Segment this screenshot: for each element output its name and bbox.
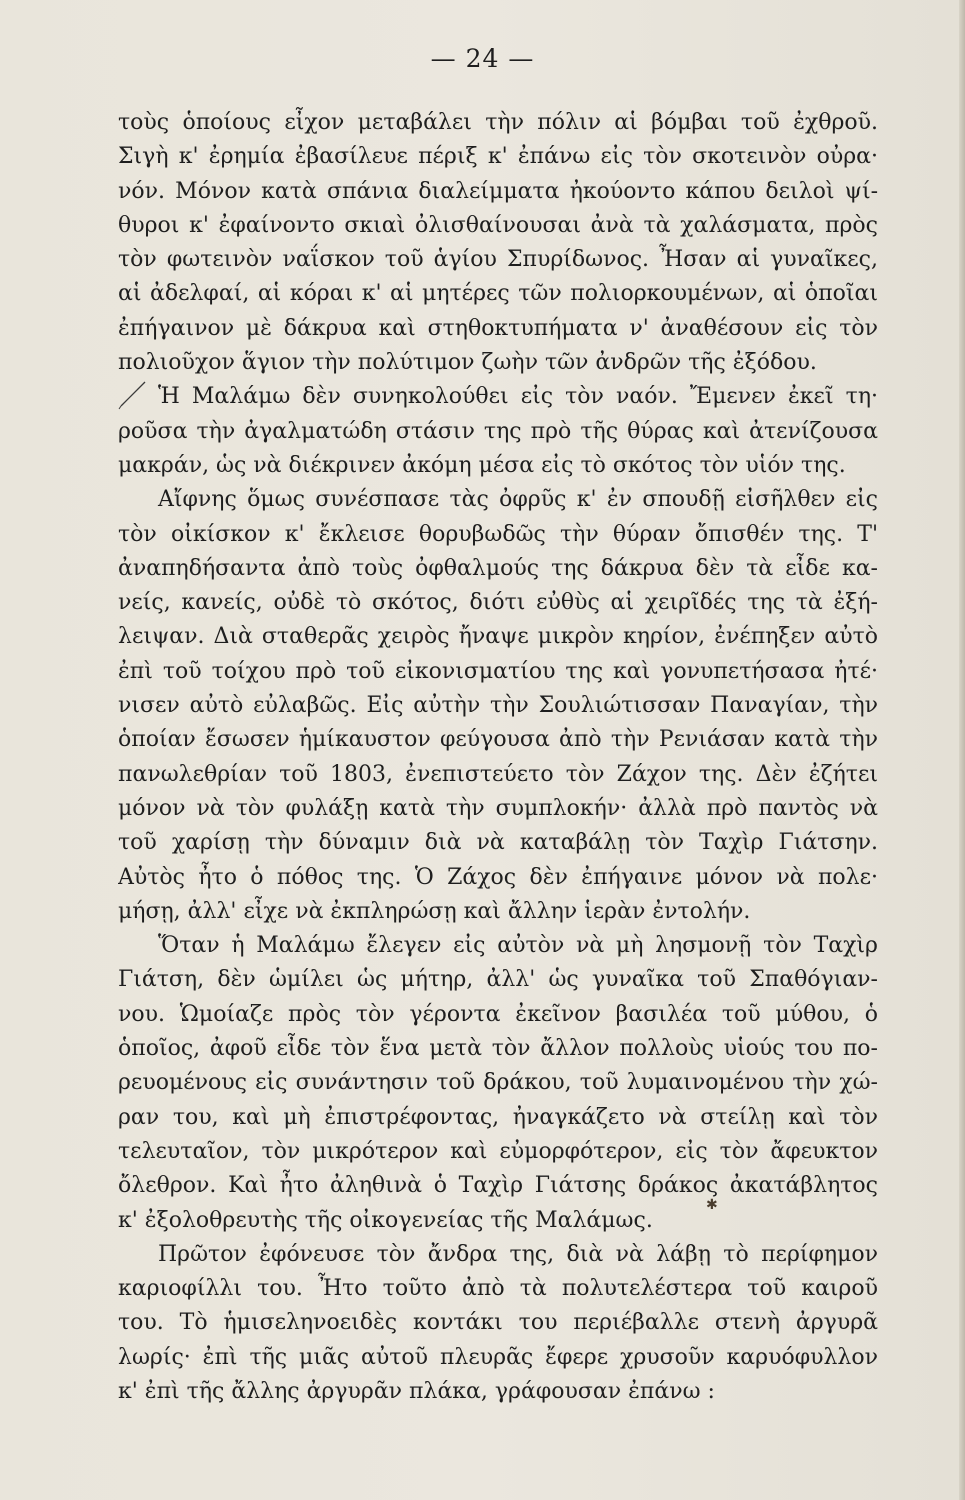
text-line: ἐπὶ τοῦ τοίχου πρὸ τοῦ εἰκονισματίου της καὶ γονυπετήσασα ἠτέ· [118,658,878,684]
text-line: αἱ ἀδελφαί, αἱ κόραι κ' αἱ μητέρες τῶν πολιορκουμένων, αἱ ὁποῖαι [118,281,878,307]
text-line: Πρῶτον ἐφόνευσε τὸν ἄνδρα της, διὰ νὰ λάβῃ τὸ περίφημον [158,1241,878,1267]
text-line: καριοφίλλι του. Ἦτο τοῦτο ἀπὸ τὰ πολυτελέστερα τοῦ καιροῦ [118,1276,878,1302]
text-line: Σιγὴ κ' ἐρημία ἐβασίλευε πέριξ κ' ἐπάνω εἰς τὸν σκοτεινὸν οὐρα· [118,144,878,170]
text-line: μήσῃ, ἀλλ' εἶχε νὰ ἐκπληρώσῃ καὶ ἄλλην ἱερὰν ἐντολήν. [118,898,751,924]
text-line: κ' ἐξολοθρευτὴς τῆς οἰκογενείας τῆς Μαλάμως. [118,1207,653,1233]
text-line: τὸν οἰκίσκον κ' ἔκλεισε θορυβωδῶς τὴν θύραν ὄπισθέν της. Τ' [118,521,878,547]
text-line: τελευταῖον, τὸν μικρότερον καὶ εὐμορφότερον, εἰς τὸν ἄφευκτον [118,1138,878,1164]
text-line: ὁποίαν ἔσωσεν ἡμίκαυστον φεύγουσα ἀπὸ τὴν Ρενιάσαν κατὰ τὴν [118,727,878,753]
text-line: θυροι κ' ἐφαίνοντο σκιαὶ ὀλισθαίνουσαι ἀνὰ τὰ χαλάσματα, πρὸς [118,212,878,238]
text-line: ραν του, καὶ μὴ ἐπιστρέφοντας, ἠναγκάζετο νὰ στείλῃ καὶ τὸν [118,1104,878,1130]
text-line: τοὺς ὁποίους εἶχον μεταβάλει τὴν πόλιν αἱ βόμβαι τοῦ ἐχθροῦ. [118,110,878,135]
text-line: Ἡ Μαλάμω δὲν συνηκολούθει εἰς τὸν ναόν. Ἔμενεν ἐκεῖ τη· [158,384,878,410]
text-line: του. Τὸ ἡμισεληνοειδὲς κοντάκι του περιέβαλλε στενὴ ἀργυρᾶ [118,1310,878,1336]
text-line: μόνον νὰ τὸν φυλάξῃ κατὰ τὴν συμπλοκήν· ἀλλὰ πρὸ παντὸς νὰ [118,795,878,821]
text-line: τοῦ χαρίσῃ τὴν δύναμιν διὰ νὰ καταβάλῃ τὸν Ταχὶρ Γιάτσην. [118,830,878,856]
text-line: νισεν αὐτὸ εὐλαβῶς. Εἰς αὐτὴν τὴν Σουλιώτισσαν Παναγίαν, τὴν [118,693,878,719]
text-line: ἀναπηδήσαντα ἀπὸ τοὺς ὀφθαλμούς της δάκρυα δὲν τὰ εἶδε κα- [118,555,878,581]
text-line: ροῦσα τὴν ἀγαλματώδη στάσιν της πρὸ τῆς θύρας καὶ ἀτενίζουσα [118,418,878,444]
text-line: Αἴφνης ὅμως συνέσπασε τὰς ὀφρῦς κ' ἐν σπουδῇ εἰσῆλθεν εἰς [158,487,878,513]
text-line: Ὅταν ἡ Μαλάμω ἔλεγεν εἰς αὐτὸν νὰ μὴ λησμονῇ τὸν Ταχὶρ [158,933,878,959]
text-line: νείς, κανείς, οὐδὲ τὸ σκότος, διότι εὐθὺς αἱ χειρῖδές της τὰ ἐξή- [118,590,878,616]
ink-blot-icon: ✱ [706,1197,718,1213]
page-number: — 24 — [430,44,535,73]
body-text [118,106,878,1409]
text-line: ὄλεθρον. Καὶ ἦτο ἀληθινὰ ὁ Ταχὶρ Γιάτσης δράκος ἀκατάβλητος [118,1173,878,1199]
page-edge-shadow [959,0,965,1500]
text-line: κ' ἐπὶ τῆς ἄλλης ἀργυρᾶν πλάκα, γράφουσαν ἐπάνω : [118,1378,715,1404]
text-line: λειψαν. Διὰ σταθερᾶς χειρὸς ἤναψε μικρὸν κηρίον, ἐνέπηξεν αὐτὸ [118,624,878,650]
text-line: ὁποῖος, ἀφοῦ εἶδε τὸν ἕνα μετὰ τὸν ἄλλον πολλοὺς υἱούς του πο- [118,1036,878,1062]
text-line: πολιοῦχον ἅγιον τὴν πολύτιμον ζωὴν τῶν ἀνδρῶν τῆς ἐξόδου. [118,350,817,376]
text-line: νου. Ὡμοίαζε πρὸς τὸν γέροντα ἐκεῖνον βασιλέα τοῦ μύθου, ὁ [118,1001,878,1027]
text-line: νόν. Μόνον κατὰ σπάνια διαλείμματα ἠκούοντο κάπου δειλοὶ ψί- [118,178,878,204]
text-line: λωρίς· ἐπὶ τῆς μιᾶς αὐτοῦ πλευρᾶς ἔφερε χρυσοῦν καρυόφυλλον [118,1344,878,1370]
text-line: πανωλεθρίαν τοῦ 1803, ἐνεπιστεύετο τὸν Ζάχον της. Δὲν ἐζήτει [118,761,878,787]
text-line: ρευομένους εἰς συνάντησιν τοῦ δράκου, τοῦ λυμαινομένου τὴν χώ- [118,1070,878,1096]
text-line: Αὐτὸς ἦτο ὁ πόθος της. Ὁ Ζάχος δὲν ἐπήγαινε μόνον νὰ πολε· [118,864,878,890]
text-line: ἐπήγαινον μὲ δάκρυα καὶ στηθοκτυπήματα ν' ἀναθέσουν εἰς τὸν [118,315,878,341]
text-line: μακράν, ὡς νὰ διέκρινεν ἀκόμη μέσα εἰς τὸ σκότος τὸν υἱόν της. [118,452,846,478]
text-line: Γιάτση, δὲν ὡμίλει ὡς μήτηρ, ἀλλ' ὡς γυναῖκα τοῦ Σπαθόγιαν- [118,967,878,993]
text-line: τὸν φωτεινὸν ναΐσκον τοῦ ἁγίου Σπυρίδωνος. Ἦσαν αἱ γυναῖκες, [118,247,878,273]
